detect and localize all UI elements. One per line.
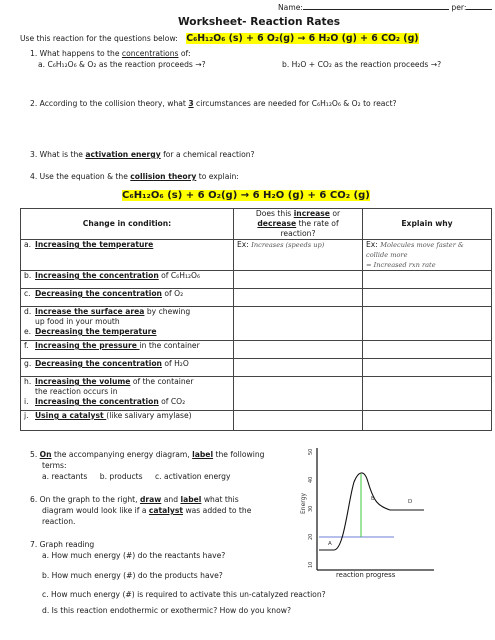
row-letter: j. — [24, 411, 29, 420]
condition-term: Using a catalyst — [35, 411, 107, 420]
header-change: Change in condition: — [21, 209, 234, 240]
explain-cell[interactable] — [363, 411, 492, 431]
row-letter: d. — [24, 307, 32, 316]
condition-cell — [21, 341, 234, 359]
condition-rest: of the container — [130, 377, 194, 386]
condition-rest: of O₂ — [161, 289, 184, 298]
table-row — [21, 359, 492, 377]
worksheet-title: Worksheet- Reaction Rates — [178, 16, 341, 28]
explain-cell[interactable] — [363, 341, 492, 359]
example-effect: Increases (speeds up) — [251, 241, 325, 249]
example-explain-2: = Increased rxn rate — [366, 261, 436, 269]
intro-equation: C₆H₁₂O₆ (s) + 6 O₂(g) → 6 H₂O (g) + 6 CO₂ (g) — [186, 33, 419, 44]
q6-text: On the graph to the right, — [39, 495, 138, 504]
header-effect — [234, 209, 363, 240]
q1-term: concentrations — [121, 49, 179, 58]
header-increase: increase — [293, 209, 330, 218]
q5-term-on: On — [39, 450, 52, 459]
label-b: B — [371, 496, 375, 502]
q7-title: Graph reading — [39, 540, 95, 549]
condition-rest: of H₂O — [161, 359, 189, 368]
question-number: 3. — [30, 150, 38, 159]
q3-term: activation energy — [85, 150, 161, 159]
q5-term-label: label — [192, 450, 214, 459]
q1-post: of: — [180, 49, 191, 58]
condition-line-2: the reaction occurs in — [35, 387, 118, 396]
condition-term: Increase the surface area — [35, 307, 145, 316]
condition-term: Decreasing the concentration — [35, 359, 162, 368]
q7-part-d: d. Is this reaction endothermic or exothermic? How do you know? — [42, 606, 291, 615]
q6-line-3: reaction. — [42, 517, 76, 526]
q5-post: the following — [215, 450, 265, 459]
per-label: per: — [451, 3, 467, 12]
question-number: 4. — [30, 172, 38, 181]
condition-rest: (like salivary amylase) — [106, 411, 192, 420]
q6-term-draw: draw — [140, 495, 162, 504]
condition-cell — [21, 289, 234, 307]
q5-items — [42, 472, 230, 481]
label-d: D — [408, 499, 413, 505]
condition-cell — [21, 359, 234, 377]
intro-line — [20, 33, 419, 44]
y-tick: 30 — [308, 505, 314, 512]
effect-cell[interactable] — [234, 307, 363, 341]
row-letter: a. — [24, 240, 32, 249]
condition-cell — [21, 307, 234, 341]
y-tick: 50 — [308, 448, 314, 455]
q6-term-label: label — [180, 495, 202, 504]
q1-text: What happens to the — [39, 49, 120, 58]
question-number: 2. — [30, 99, 38, 108]
question-1 — [30, 49, 191, 58]
condition-term: Increasing the concentration — [35, 271, 159, 280]
q6-line2-post: was added to the — [185, 506, 252, 515]
effect-cell[interactable] — [234, 240, 363, 271]
table-row — [21, 341, 492, 359]
explain-cell[interactable] — [363, 289, 492, 307]
condition-cell — [21, 271, 234, 289]
row-letter: i. — [24, 397, 29, 406]
q6-mid: and — [163, 495, 179, 504]
condition-rest: of C₆H₁₂O₆ — [158, 271, 201, 280]
question-number: 5. — [30, 450, 38, 459]
table-row — [21, 289, 492, 307]
header-reaction: reaction? — [280, 229, 316, 238]
row-letter: e. — [24, 327, 32, 336]
explain-cell[interactable] — [363, 240, 492, 271]
q7-part-b: b. How much energy (#) do the products have? — [42, 571, 223, 580]
q1-part-b: b. H₂O + CO₂ as the reaction proceeds →? — [282, 60, 442, 69]
x-axis-label: reaction progress — [336, 571, 396, 579]
y-tick: 40 — [308, 476, 314, 483]
q3-text: What is the — [39, 150, 83, 159]
effect-cell[interactable] — [234, 411, 363, 431]
name-label: Name: — [278, 3, 303, 12]
condition-term: Increasing the pressure — [35, 341, 140, 350]
explain-cell[interactable] — [363, 359, 492, 377]
q5-item: c. activation energy — [154, 472, 231, 481]
q2-number-word: 3 — [188, 99, 194, 108]
q2-post: circumstances are needed for C₆H₁₂O₆ & O₂ to react? — [196, 99, 397, 108]
name-line[interactable] — [278, 3, 492, 12]
example-label: Ex: — [366, 240, 378, 249]
energy-diagram — [298, 442, 438, 578]
row-letter: g. — [24, 359, 32, 368]
question-number: 1. — [30, 49, 38, 58]
effect-cell[interactable] — [234, 359, 363, 377]
q4-equation: C₆H₁₂O₆ (s) + 6 O₂(g) → 6 H₂O (g) + 6 CO₂ (g) — [122, 190, 370, 201]
q5-item: a. reactants — [42, 472, 88, 481]
condition-rest: of CO₂ — [158, 397, 186, 406]
effect-cell[interactable] — [234, 377, 363, 411]
name-blank[interactable] — [303, 9, 449, 10]
q6-line-2 — [42, 506, 251, 515]
explain-cell[interactable] — [363, 307, 492, 341]
header-rate: the rate of — [298, 219, 339, 228]
row-letter: h. — [24, 377, 32, 386]
energy-curve — [319, 473, 424, 550]
q6-term-catalyst: catalyst — [148, 506, 184, 515]
q5-item: b. products — [99, 472, 143, 481]
table-row — [21, 411, 492, 431]
row-letter: c. — [24, 289, 31, 298]
question-2 — [30, 99, 397, 108]
q5-line-2: terms: — [42, 461, 67, 470]
condition-term: Decreasing the concentration — [35, 289, 162, 298]
effect-cell[interactable] — [234, 341, 363, 359]
condition-term: Increasing the concentration — [35, 397, 159, 406]
table-header-row — [21, 209, 492, 240]
y-tick: 20 — [308, 533, 314, 540]
header-explain: Explain why — [363, 209, 492, 240]
q4-post: to explain: — [198, 172, 239, 181]
table-row — [21, 271, 492, 289]
row-letter: b. — [24, 271, 32, 280]
intro-text: Use this reaction for the questions below: — [20, 34, 178, 43]
effect-cell[interactable] — [234, 289, 363, 307]
q3-post: for a chemical reaction? — [163, 150, 255, 159]
question-6 — [30, 495, 239, 504]
question-number: 6. — [30, 495, 38, 504]
condition-term: Increasing the volume — [35, 377, 131, 386]
row-letter: f. — [24, 341, 29, 350]
condition-cell — [21, 240, 234, 271]
q1-part-a: a. C₆H₁₂O₆ & O₂ as the reaction proceeds →? — [38, 60, 206, 69]
q6-post: what this — [203, 495, 239, 504]
question-number: 7. — [30, 540, 38, 549]
question-4 — [30, 172, 239, 181]
label-a: A — [328, 541, 332, 547]
question-3 — [30, 150, 255, 159]
q5-text: the accompanying energy diagram, — [53, 450, 190, 459]
header-or: or — [332, 209, 341, 218]
per-blank[interactable] — [466, 9, 492, 10]
condition-term: Increasing the temperature — [35, 240, 154, 249]
effect-cell[interactable] — [234, 271, 363, 289]
q7-part-c: c. How much energy (#) is required to activate this un-catalyzed reaction? — [42, 590, 326, 599]
table-row — [21, 240, 492, 271]
condition-rest: by chewing — [144, 307, 191, 316]
example-explain: Molecules move faster & collide more — [366, 241, 464, 259]
q4-text: Use the equation & the — [39, 172, 128, 181]
example-label: Ex: — [237, 240, 249, 249]
q2-text: According to the collision theory, what — [39, 99, 186, 108]
condition-term: Decreasing the temperature — [35, 327, 157, 336]
condition-rest: in the container — [139, 341, 200, 350]
condition-cell — [21, 377, 234, 411]
y-tick: 10 — [308, 561, 314, 568]
explain-cell[interactable] — [363, 377, 492, 411]
header-effect-text: Does this — [255, 209, 292, 218]
explain-cell[interactable] — [363, 271, 492, 289]
q4-term: collision theory — [130, 172, 197, 181]
table-row — [21, 377, 492, 411]
header-decrease: decrease — [257, 219, 297, 228]
q7-part-a: a. How much energy (#) do the reactants have? — [42, 551, 226, 560]
q6-line2-text: diagram would look like if a — [42, 506, 147, 515]
condition-cell — [21, 411, 234, 431]
y-axis-label: Energy — [300, 492, 307, 514]
question-7 — [30, 540, 94, 549]
table-row — [21, 307, 492, 341]
conditions-table — [20, 208, 492, 431]
condition-line-2: up food in your mouth — [35, 317, 120, 326]
question-5 — [30, 450, 264, 459]
